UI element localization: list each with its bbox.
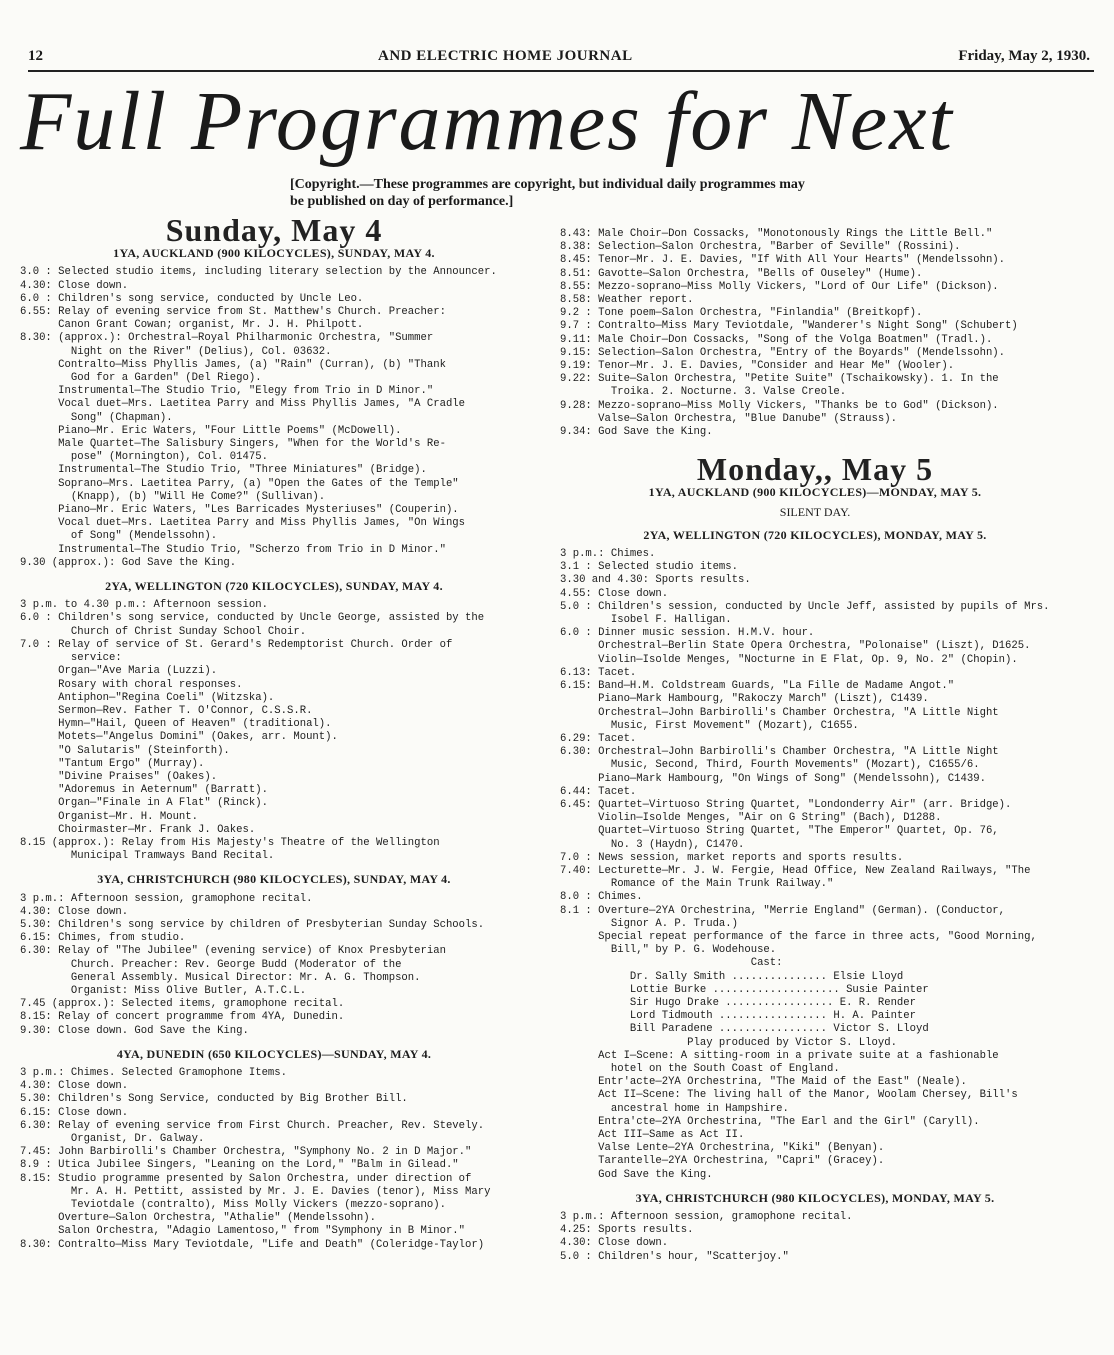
page-header [28, 48, 1094, 72]
station-heading: 4YA, DUNEDIN (650 KILOCYCLES)—SUNDAY, MAY 4. [116, 1046, 432, 1061]
programme-line: Municipal Tramways Band Recital. [20, 850, 275, 863]
programme-line: Tarantelle—2YA Orchestrina, "Capri" (Gracey). [560, 1155, 885, 1168]
programme-line: 7.0 : Relay of service of St. Gerard's Redemptorist Church. Order of [20, 638, 453, 651]
station-heading: 1YA, AUCKLAND (900 KILOCYCLES), SUNDAY, MAY 4. [113, 246, 435, 261]
programme-line: ancestral home in Hampshire. [560, 1102, 789, 1115]
programme-line: God for a Garden" (Del Riego). [20, 372, 262, 385]
programme-line: 8.30: Contralto—Miss Mary Teviotdale, "Life and Death" (Coleridge-Taylor) [20, 1238, 485, 1251]
programme-line: Lord Tidmouth ................. H. A. Painter [560, 1010, 917, 1023]
programme-line: Entra'cte—2YA Orchestrina, "The Earl and the Girl" (Caryll). [560, 1115, 980, 1128]
programme-line: Signor A. P. Truda.) [560, 917, 739, 930]
programme-line: 9.34: God Save the King. [560, 426, 713, 439]
programme-line: 5.0 : Children's hour, "Scatterjoy." [560, 1250, 789, 1263]
programme-line: General Assembly. Musical Director: Mr. A. G. Thompson. [20, 971, 421, 984]
programme-line: 7.45 (approx.): Selected items, gramophone recital. [20, 998, 345, 1011]
programme-line: 7.45: John Barbirolli's Chamber Orchestra, "Symphony No. 2 in D Major." [20, 1146, 472, 1159]
programme-line: Church. Preacher: Rev. George Budd (Moderator of the [20, 958, 402, 971]
left-column [20, 212, 528, 1252]
day-heading: Monday,, May 5 [696, 451, 934, 488]
programme-line: Vocal duet—Mrs. Laetitea Parry and Miss Phyllis James, "A Cradle [20, 398, 466, 411]
programme-line: Orchestral—Berlin State Opera Orchestra, "Polonaise" (Liszt), D1625. [560, 640, 1031, 653]
programme-line: 6.30: Relay of "The Jubilee" (evening service) of Knox Presbyterian [20, 945, 446, 958]
programme-line: 9.19: Tenor—Mr. J. E. Davies, "Consider and Hear Me" (Wooler). [560, 360, 955, 373]
programme-line: 8.43: Male Choir—Don Cossacks, "Monotonously Rings the Little Bell." [560, 228, 993, 240]
programme-line: 3 p.m.: Chimes. Selected Gramophone Items. [20, 1066, 288, 1079]
programme-line: Play produced by Victor S. Lloyd. [560, 1036, 897, 1049]
programme-line: 8.15: Relay of concert programme from 4YA, Dunedin. [20, 1011, 345, 1024]
programme-line: 6.45: Quartet—Virtuoso String Quartet, "Londonderry Air" (arr. Bridge). [560, 798, 1012, 811]
programme-line: Soprano—Mrs. Laetitea Parry, (a) "Open the Gates of the Temple" [20, 477, 459, 490]
programme-line: Motets—"Angelus Domini" (Oakes, arr. Mount). [20, 731, 338, 744]
schedule-note: SILENT DAY. [779, 504, 851, 519]
programme-line: 6.15: Band—H.M. Coldstream Guards, "La Fille de Madame Angot." [560, 680, 955, 693]
programme-line: Organist: Miss Olive Butler, A.T.C.L. [20, 984, 307, 997]
programme-line: Sermon—Rev. Father T. O'Connor, C.S.S.R. [20, 704, 313, 717]
programme-line: 9.11: Male Choir—Don Cossacks, "Song of the Volga Boatmen" (Tradl.). [560, 333, 993, 346]
issue-date: Friday, May 2, 1930. [958, 48, 1090, 64]
programme-line: Song" (Chapman). [20, 411, 173, 424]
programme-line: Choirmaster—Mr. Frank J. Oakes. [20, 823, 256, 836]
programme-line: Act II—Scene: The living hall of the Manor, Woolam Chersey, Bill's [560, 1089, 1018, 1102]
programme-line: Antiphon—"Regina Coeli" (Witzska). [20, 691, 275, 704]
programme-line: Instrumental—The Studio Trio, "Elegy from Trio in D Minor." [20, 385, 434, 398]
programme-line: Piano—Mr. Eric Waters, "Les Barricades Mysteriuses" (Couperin). [20, 504, 459, 517]
programme-line: Act III—Same as Act II. [560, 1129, 745, 1141]
programme-line: Piano—Mr. Eric Waters, "Four Little Poems" (McDowell). [20, 424, 402, 437]
programme-line: 3.0 : Selected studio items, including literary selection by the Announcer. [20, 266, 497, 279]
station-heading: 1YA, AUCKLAND (900 KILOCYCLES)—MONDAY, MAY 5. [648, 485, 982, 500]
programme-line: 9.2 : Tone poem—Salon Orchestra, "Finlandia" (Breitkopf). [560, 307, 923, 320]
programme-line: Quartet—Virtuoso String Quartet, "The Emperor" Quartet, Op. 76, [560, 825, 999, 838]
programme-line: Canon Grant Cowan; organist, Mr. J. H. Philpott. [20, 319, 364, 332]
programme-line: of Song" (Mendelssohn). [20, 530, 218, 543]
programme-line: Church of Christ Sunday School Choir. [20, 625, 307, 638]
programme-line: Organist—Mr. H. Mount. [20, 810, 199, 823]
programme-line: 8.30: (approx.): Orchestral—Royal Philharmonic Orchestra, "Summer [20, 332, 434, 345]
programme-line: 6.44: Tacet. [560, 785, 637, 798]
programme-line: 6.13: Tacet. [560, 666, 637, 679]
programme-line: hotel on the South Coast of England. [560, 1062, 840, 1075]
programme-line: Cast: [560, 957, 783, 970]
programme-line: "Tantum Ergo" (Murray). [20, 757, 205, 770]
programme-line: Mr. A. H. Pettitt, assisted by Mr. J. E. Davies (tenor), Miss Mary [20, 1185, 491, 1198]
programme-line: 6.29: Tacet. [560, 732, 637, 745]
programme-line: Contralto—Miss Phyllis James, (a) "Rain" (Curran), (b) "Thank [20, 358, 446, 371]
programme-line: Vocal duet—Mrs. Laetitea Parry and Miss Phyllis James, "On Wings [20, 517, 466, 530]
programme-line: Sir Hugo Drake ................. E. R. Render [560, 996, 917, 1009]
programme-line: Lottie Burke .................... Susie Painter [560, 983, 929, 996]
programme-line: 5.30: Children's Song Service, conducted by Big Brother Bill. [20, 1093, 408, 1106]
programme-line: 8.51: Gavotte—Salon Orchestra, "Bells of Ouseley" (Hume). [560, 267, 923, 280]
programme-line: 6.0 : Children's song service, conducted by Uncle George, assisted by the [20, 612, 485, 625]
programme-line: 6.15: Close down. [20, 1106, 129, 1119]
programme-line: Piano—Mark Hambourg, "On Wings of Song" (Mendelssohn), C1439. [560, 772, 986, 785]
programme-line: (Knapp), (b) "Will He Come?" (Sullivan). [20, 490, 326, 503]
station-heading: 3YA, CHRISTCHURCH (980 KILOCYCLES), SUNDAY, MAY 4. [97, 872, 451, 887]
station-heading: 2YA, WELLINGTON (720 KILOCYCLES), MONDAY, MAY 5. [643, 527, 987, 542]
programme-line: Organ—"Finale in A Flat" (Rinck). [20, 797, 268, 810]
programme-line: Organ—"Ave Maria (Luzzi). [20, 665, 218, 678]
programme-line: Bill Paradene ................. Victor S. Lloyd [560, 1023, 929, 1036]
station-heading: 2YA, WELLINGTON (720 KILOCYCLES), SUNDAY, MAY 4. [105, 579, 443, 594]
programme-line: 8.1 : Overture—2YA Orchestrina, "Merrie England" (German). (Conductor, [560, 904, 1006, 917]
programme-line: 3 p.m. to 4.30 p.m.: Afternoon session. [20, 599, 268, 612]
programme-line: 8.45: Tenor—Mr. J. E. Davies, "If With All Your Hearts" (Mendelssohn). [560, 254, 1006, 267]
programme-line: "Adoremus in Aeternum" (Barratt). [20, 784, 268, 797]
programme-line: 9.28: Mezzo-soprano—Miss Molly Vickers, "Thanks be to God" (Dickson). [560, 399, 999, 412]
programme-line: 5.0 : Children's session, conducted by Uncle Jeff, assisted by pupils of Mrs. [560, 600, 1050, 613]
programme-line: 9.30: Close down. God Save the King. [20, 1024, 249, 1037]
programme-line: pose" (Mornington), Col. 01475. [20, 451, 268, 464]
programme-line: 5.30: Children's song service by children of Presbyterian Sunday Schools. [20, 918, 485, 931]
programme-line: Instrumental—The Studio Trio, "Three Miniatures" (Bridge). [20, 464, 427, 477]
programme-line: 8.15 (approx.): Relay from His Majesty's Theatre of the Wellington [20, 836, 440, 849]
programme-line: Piano—Mark Hambourg, "Rakoczy March" (Liszt), C1439. [560, 693, 929, 706]
station-heading: 3YA, CHRISTCHURCH (980 KILOCYCLES), MONDAY, MAY 5. [635, 1190, 995, 1205]
copyright-notice: [Copyright.—These programmes are copyright, but individual daily programmes may be published on day of performance.] [290, 177, 805, 209]
programme-line: Act I—Scene: A sitting-room in a private suite at a fashionable [560, 1049, 999, 1062]
programme-line: Valse Lente—2YA Orchestrina, "Kiki" (Benyan). [560, 1142, 885, 1155]
programme-line: Music, Second, Third, Fourth Movements" (Mozart), C1655/6. [560, 759, 980, 772]
programme-line: 4.30: Close down. [20, 1080, 129, 1093]
programme-line: 4.25: Sports results. [560, 1224, 694, 1237]
programme-line: Violin—Isolde Menges, "Nocturne in E Flat, Op. 9, No. 2" (Chopin). [560, 653, 1018, 666]
programme-line: 8.15: Studio programme presented by Salon Orchestra, under direction of [20, 1172, 472, 1185]
programme-line: Dr. Sally Smith ............... Elsie Lloyd [560, 970, 904, 983]
programme-line: Bill," by P. G. Wodehouse. [560, 944, 777, 957]
day-heading: Sunday, May 4 [165, 212, 383, 248]
page-number: 12 [28, 48, 43, 64]
programme-line: "Divine Praises" (Oakes). [20, 770, 218, 783]
programme-line: 8.38: Selection—Salon Orchestra, "Barber of Seville" (Rossini). [560, 241, 961, 254]
programme-line: Teviotdale (contralto), Miss Molly Vickers (mezzo-soprano). [20, 1199, 446, 1212]
programme-line: 9.22: Suite—Salon Orchestra, "Petite Suite" (Tschaikowsky). 1. In the [560, 373, 999, 386]
programme-line: 6.0 : Dinner music session. H.M.V. hour. [560, 627, 815, 640]
programme-line: Valse—Salon Orchestra, "Blue Danube" (Strauss). [560, 412, 897, 425]
programme-line: 7.40: Lecturette—Mr. J. W. Fergie, Head Office, New Zealand Railways, "The [560, 864, 1031, 877]
programme-line: 4.30: Close down. [20, 279, 129, 292]
programme-line: 8.58: Weather report. [560, 294, 694, 307]
programme-line: 3 p.m.: Chimes. [560, 548, 656, 561]
programme-line: "O Salutaris" (Steinforth). [20, 744, 230, 757]
programme-line: 9.7 : Contralto—Miss Mary Teviotdale, "Wanderer's Night Song" (Schubert) [560, 320, 1018, 333]
programme-line: Instrumental—The Studio Trio, "Scherzo from Trio in D Minor." [20, 543, 446, 556]
programme-line: Isobel F. Halligan. [560, 614, 732, 627]
programme-line: 3 p.m.: Afternoon session, gramophone recital. [560, 1211, 853, 1224]
programme-line: 4.30: Close down. [20, 905, 129, 918]
programme-line: Special repeat performance of the farce in three acts, "Good Morning, [560, 930, 1037, 943]
programme-line: Music, First Movement" (Mozart), C1655. [560, 719, 859, 732]
programme-line: No. 3 (Haydn), C1470. [560, 838, 745, 851]
programme-line: 6.30: Relay of evening service from First Church. Preacher, Rev. Stevely. [20, 1119, 485, 1132]
programme-line: 9.30 (approx.): God Save the King. [20, 556, 237, 569]
journal-name: AND ELECTRIC HOME JOURNAL [378, 48, 633, 64]
programme-line: Night on the River" (Delius), Col. 03632. [20, 345, 332, 358]
page-title: Full Programmes for Next [20, 75, 954, 168]
programme-line: 4.55: Close down. [560, 587, 669, 600]
programme-line: 6.15: Chimes, from studio. [20, 932, 186, 945]
programme-line: service: [20, 652, 122, 665]
programme-line: Entr'acte—2YA Orchestrina, "The Maid of the East" (Neale). [560, 1076, 967, 1089]
programme-line: 3.1 : Selected studio items. [560, 561, 739, 574]
programme-line: 6.0 : Children's song service, conducted by Uncle Leo. [20, 292, 364, 305]
programme-line: Salon Orchestra, "Adagio Lamentoso," from "Symphony in B Minor." [20, 1225, 466, 1238]
programme-line: Male Quartet—The Salisbury Singers, "When for the World's Re- [20, 438, 446, 451]
programme-line: 4.30: Close down. [560, 1237, 669, 1250]
programme-line: Hymn—"Hail, Queen of Heaven" (traditional). [20, 718, 332, 731]
programme-line: God Save the King. [560, 1168, 713, 1181]
programme-line: Orchestral—John Barbirolli's Chamber Orchestra, "A Little Night [560, 706, 999, 719]
programme-line: Violin—Isolde Menges, "Air on G String" (Bach), D1288. [560, 812, 942, 825]
programme-line: Rosary with choral responses. [20, 678, 243, 691]
programme-line: Overture—Salon Orchestra, "Athalie" (Mendelssohn). [20, 1212, 377, 1225]
programme-line: Troika. 2. Nocturne. 3. Valse Creole. [560, 386, 847, 399]
right-column [560, 228, 1070, 1264]
programme-line: 8.55: Mezzo-soprano—Miss Molly Vickers, "Lord of Our Life" (Dickson). [560, 280, 999, 293]
programme-line: 9.15: Selection—Salon Orchestra, "Entry of the Boyards" (Mendelssohn). [560, 346, 1006, 359]
programme-line: 3 p.m.: Afternoon session, gramophone recital. [20, 892, 313, 905]
programme-line: Romance of the Main Trunk Railway." [560, 878, 834, 891]
programme-line: 6.55: Relay of evening service from St. Matthew's Church. Preacher: [20, 306, 446, 319]
programme-line: 8.0 : Chimes. [560, 891, 643, 904]
programme-line: Organist, Dr. Galway. [20, 1133, 205, 1145]
programme-line: 3.30 and 4.30: Sports results. [560, 574, 751, 587]
programme-line: 7.0 : News session, market reports and sports results. [560, 851, 904, 864]
programme-line: 6.30: Orchestral—John Barbirolli's Chamber Orchestra, "A Little Night [560, 746, 999, 759]
programme-line: 8.9 : Utica Jubilee Singers, "Leaning on the Lord," "Balm in Gilead." [20, 1159, 459, 1172]
